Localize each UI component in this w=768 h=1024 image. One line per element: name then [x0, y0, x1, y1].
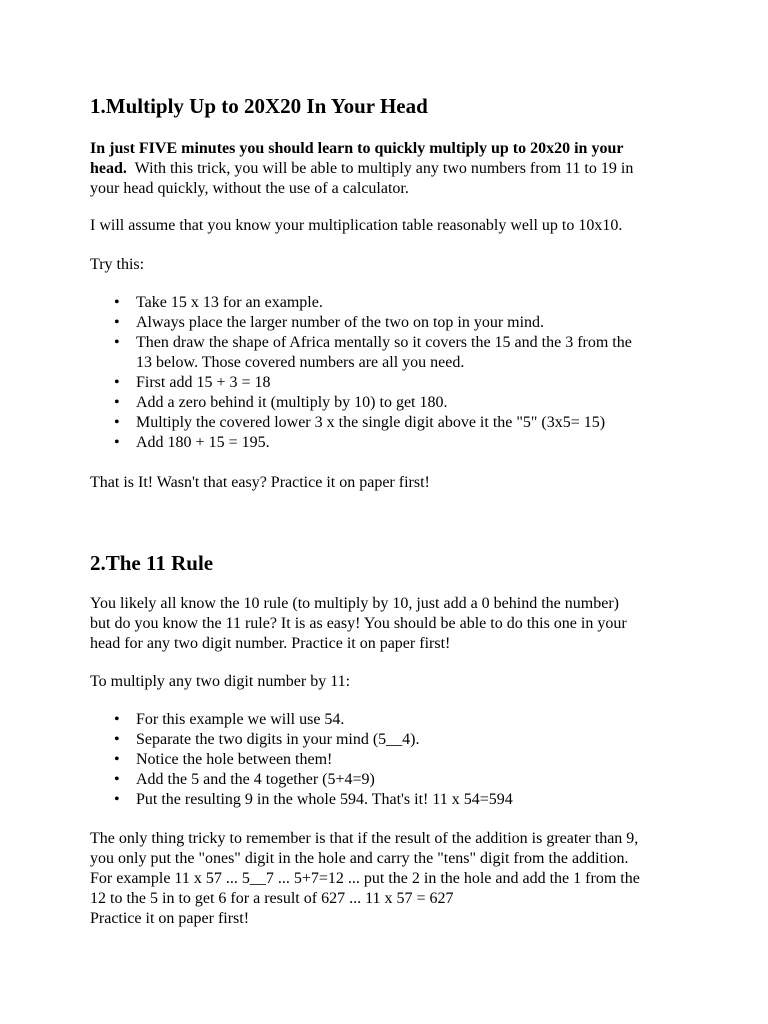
intro-bold-text: In just FIVE minutes you should learn to quickly multiply up to 20x20 in your — [90, 140, 624, 157]
section-1-title: 1.Multiply Up to 20X20 In Your Head — [90, 94, 428, 118]
list-item: • Multiply the covered lower 3 x the single digit above it the "5" (3x5= 15) — [114, 414, 606, 431]
section-2-steps-list — [90, 710, 690, 810]
section-2-lead: To multiply any two digit number by 11: — [90, 673, 351, 690]
section-2-intro: You likely all know the 10 rule (to multiply by 10, just add a 0 behind the number) but do you know the 11 rule? It is as easy! You should be able to do this one in your head for any two digit number. Practice it on paper first! — [90, 595, 627, 652]
list-item: • Add a zero behind it (multiply by 10) to get 180. — [114, 394, 448, 411]
section-2-closing: The only thing tricky to remember is that if the result of the addition is greater than 9, you only put the "ones" digit in the hole and carry the "tens" digit from the addition. For example 11 x 57 ... 5__7 ... 5+7=12 ... put the 2 in the hole and add the 1 from the 12 to the 5 in to get 6 for a result of 627 ... 11 x 57 = 627 Practice it on paper first! — [90, 830, 640, 927]
list-item: • Add the 5 and the 4 together (5+4=9) — [114, 771, 375, 788]
list-item: • For this example we will use 54. — [114, 711, 345, 728]
list-item: • Always place the larger number of the two on top in your mind. — [114, 314, 545, 331]
intro-text: With this trick, you will be able to multiply any two numbers from 11 to 19 in — [126, 160, 634, 177]
section-1-closing: That is It! Wasn't that easy? Practice it on paper first! — [90, 474, 430, 491]
section-1-steps-list — [90, 293, 690, 453]
assumption-paragraph: I will assume that you know your multiplication table reasonably well up to 10x10. — [90, 217, 623, 234]
list-item: • First add 15 + 3 = 18 — [114, 374, 271, 391]
intro-text-cont: your head quickly, without the use of a calculator. — [90, 180, 409, 197]
list-item: • Put the resulting 9 in the whole 594. That's it! 11 x 54=594 — [114, 791, 513, 808]
list-item: • Separate the two digits in your mind (5__4). — [114, 731, 420, 748]
list-item: • Add 180 + 15 = 195. — [114, 434, 270, 451]
list-item: • Take 15 x 13 for an example. — [114, 294, 323, 311]
intro-bold-text-cont: head. — [90, 160, 127, 177]
try-this-paragraph: Try this: — [90, 256, 145, 273]
list-item: • Notice the hole between them! — [114, 751, 333, 768]
list-item: • Then draw the shape of Africa mentally so it covers the 15 and the 3 from the 13 below. Those covered numbers are all you need. — [114, 334, 632, 371]
section-1-intro — [90, 139, 690, 199]
section-2-title: 2.The 11 Rule — [90, 551, 214, 575]
